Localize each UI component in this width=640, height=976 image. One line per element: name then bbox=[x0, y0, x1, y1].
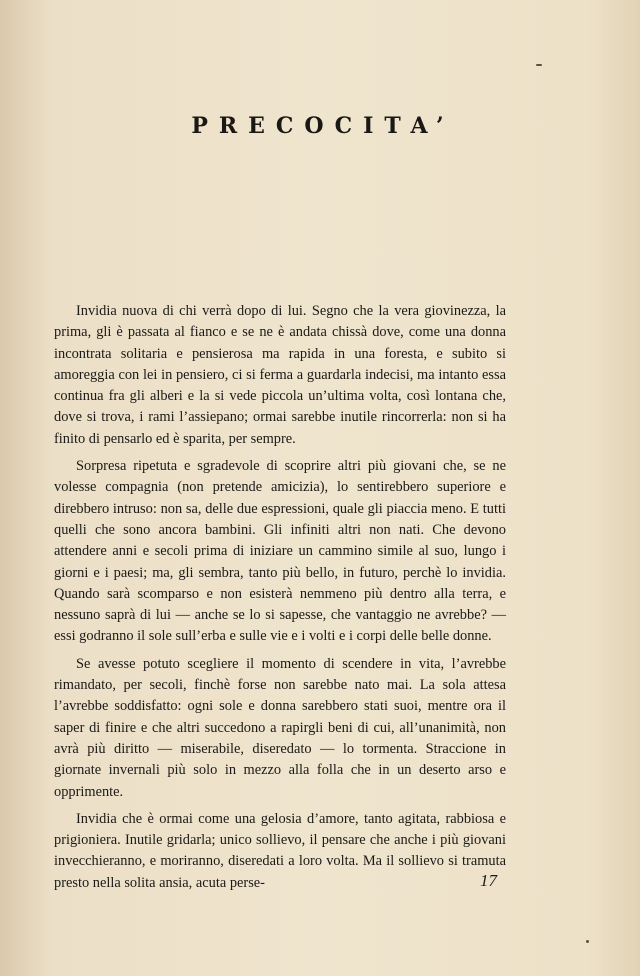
paper-speck bbox=[536, 64, 542, 66]
paper-speck bbox=[586, 940, 589, 943]
page-title: PRECOCITA’ bbox=[191, 113, 455, 139]
paragraph-1: Invidia nuova di chi verrà dopo di lui. Segno che la vera giovinezza, la prima, gli è passata al fianco e se ne è andata chissà dove, come una donna incontrata solitaria e pensierosa ma rapida in una foresta, e subito si amoreggia con lei in pensiero, ci si ferma a guardarla indecisi, ma intanto essa continua fra gli alberi e la si vede piccola un’ultima volta, così lontana che, dove si trova, i rami l’assiepano; ormai sarebbe inutile rincorrerla: non si ha finito di pensarlo ed è sparita, per sempre. bbox=[54, 303, 506, 447]
paragraph-3: Se avesse potuto scegliere il momento di scendere in vita, l’avrebbe rimandato, per secoli, finchè forse non sarebbe nato mai. La sola attesa l’avrebbe soddisfatto: ogni sole e donna sarebbero stati suoi, mentre ora il saper di finire e che altri succedono a rapirgli beni di cui, all’unanimità, non avrà più diritto — miserabile, diseredato — lo tormenta. Straccione in giornate invernali più solo in mezzo alla folla che in un deserto arso e opprimente. bbox=[54, 655, 506, 800]
paragraph-2: Sorpresa ripetuta e sgradevole di scoprire altri più giovani che, se ne volesse compagnia (non pretende amicizia), lo sentirebbero superiore e direbbero intruso: non sa, delle due espressioni, quale gli piaccia meno. E tutti quelli che sono ancora bambini. Gli infiniti altri non nati. Che devono attendere anni e secoli prima di iniziare un cammino simile al suo, lungo i giorni e i paesi; ma, gli sembra, tanto più bello, in futuro, perchè lo invidia. Quando sarà scomparso e non esisterà nemmeno più dentro alla terra, e nessuno saprà di lui — anche se lo si sapesse, che vantaggio ne avrebbe? — essi godranno il sole sull’erba e sulle vie e i volti e i corpi delle belle donne. bbox=[54, 458, 506, 645]
page-number: 17 bbox=[480, 871, 497, 890]
body-text bbox=[54, 301, 506, 900]
paragraph-4: Invidia che è ormai come una gelosia d’amore, tanto agitata, rabbiosa e prigioniera. Inutile gridarla; unico sollievo, il pensare che anche i più giovani invecchieranno, e moriranno, diseredati a loro volta. Ma il sollievo si tramuta presto nella solita ansia, acuta perse- bbox=[54, 810, 506, 891]
